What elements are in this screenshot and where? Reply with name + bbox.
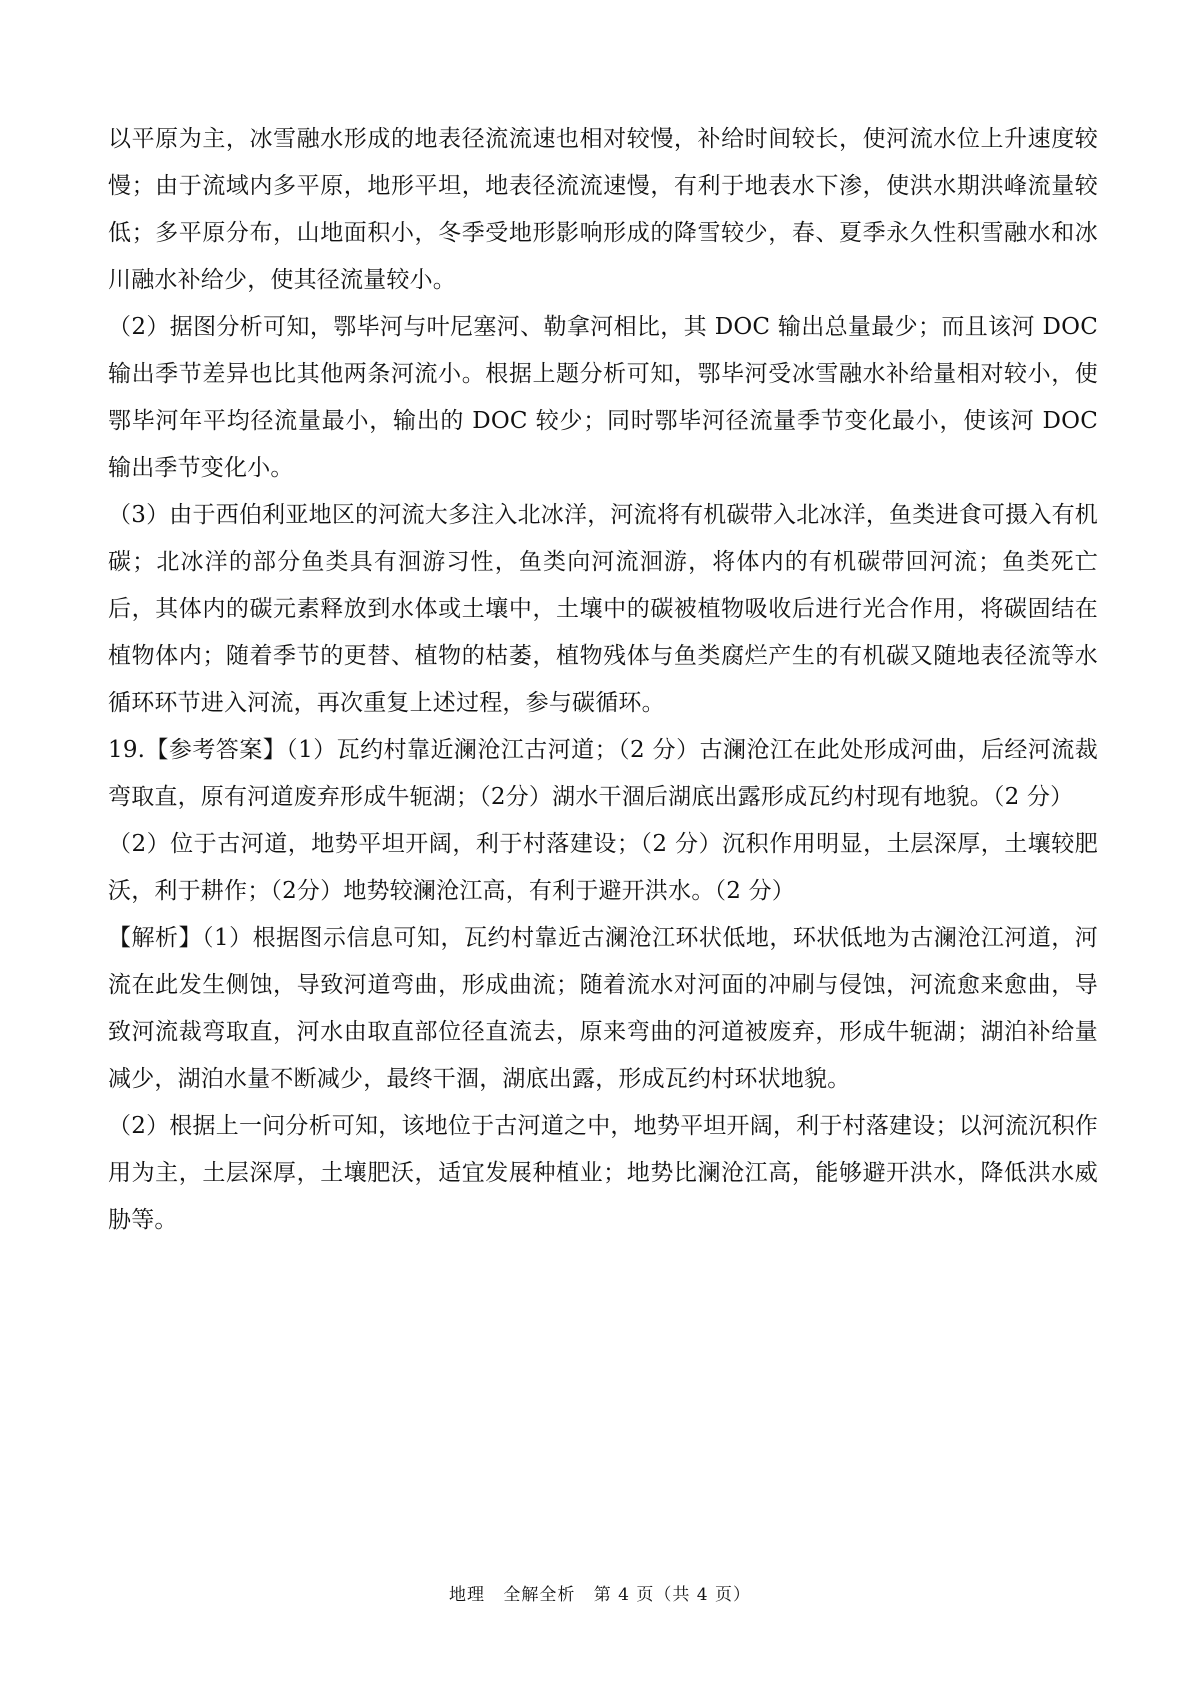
footer-section: 全解全析 [503, 1585, 576, 1605]
page-footer [0, 1580, 1200, 1605]
paragraph-q18-part2: （2）据图分析可知，鄂毕河与叶尼塞河、勒拿河相比，其 DOC 输出总量最少；而且该河 DOC 输出季节差异也比其他两条河流小。根据上题分析可知，鄂毕河受冰雪融水补给量相对较小，使鄂毕河年平均径流量最小，输出的 DOC 较少；同时鄂毕河径流量季节变化最小，使该河 DOC 输出季节变化小。 [108, 314, 1098, 481]
paragraph-continuation: 以平原为主，冰雪融水形成的地表径流流速也相对较慢，补给时间较长，使河流水位上升速度较慢；由于流域内多平原，地形平坦，地表径流流速慢，有利于地表水下渗，使洪水期洪峰流量较低；多平原分布，山地面积小，冬季受地形影响形成的降雪较少，春、夏季永久性积雪融水和冰川融水补给少，使其径流量较小。 [108, 126, 1098, 293]
footer-subject: 地理 [448, 1585, 485, 1605]
paragraph-q19-answer-part2: （2）位于古河道，地势平坦开阔，利于村落建设；（2 分）沉积作用明显，土层深厚，土壤较肥沃，利于耕作；（2分）地势较澜沧江高，有利于避开洪水。（2 分） [108, 831, 1098, 904]
paragraph-q19-answer: 19.【参考答案】（1）瓦约村靠近澜沧江古河道；（2 分）古澜沧江在此处形成河曲，后经河流裁弯取直，原有河道废弃形成牛轭湖；（2分）湖水干涸后湖底出露形成瓦约村现有地貌。（2 分） [108, 737, 1098, 810]
paragraph-q19-analysis-part2: （2）根据上一问分析可知，该地位于古河道之中，地势平坦开阔，利于村落建设；以河流沉积作用为主，土层深厚，土壤肥沃，适宜发展种植业；地势比澜沧江高，能够避开洪水，降低洪水威胁等。 [108, 1113, 1098, 1233]
footer-page-number: 第 4 页（共 4 页） [593, 1585, 752, 1605]
paragraph-q19-analysis: 【解析】（1）根据图示信息可知，瓦约村靠近古澜沧江环状低地，环状低地为古澜沧江河道，河流在此发生侧蚀，导致河道弯曲，形成曲流；随着流水对河面的冲刷与侵蚀，河流愈来愈曲，导致河流裁弯取直，河水由取直部位径直流去，原来弯曲的河道被废弃，形成牛轭湖；湖泊补给量减少，湖泊水量不断减少，最终干涸，湖底出露，形成瓦约村环状地貌。 [108, 925, 1098, 1092]
document-body [108, 116, 1098, 1244]
paragraph-q18-part3: （3）由于西伯利亚地区的河流大多注入北冰洋，河流将有机碳带入北冰洋，鱼类进食可摄入有机碳；北冰洋的部分鱼类具有洄游习性，鱼类向河流洄游，将体内的有机碳带回河流；鱼类死亡后，其体内的碳元素释放到水体或土壤中，土壤中的碳被植物吸收后进行光合作用，将碳固结在植物体内；随着季节的更替、植物的枯萎，植物残体与鱼类腐烂产生的有机碳又随地表径流等水循环环节进入河流，再次重复上述过程，参与碳循环。 [108, 502, 1098, 716]
